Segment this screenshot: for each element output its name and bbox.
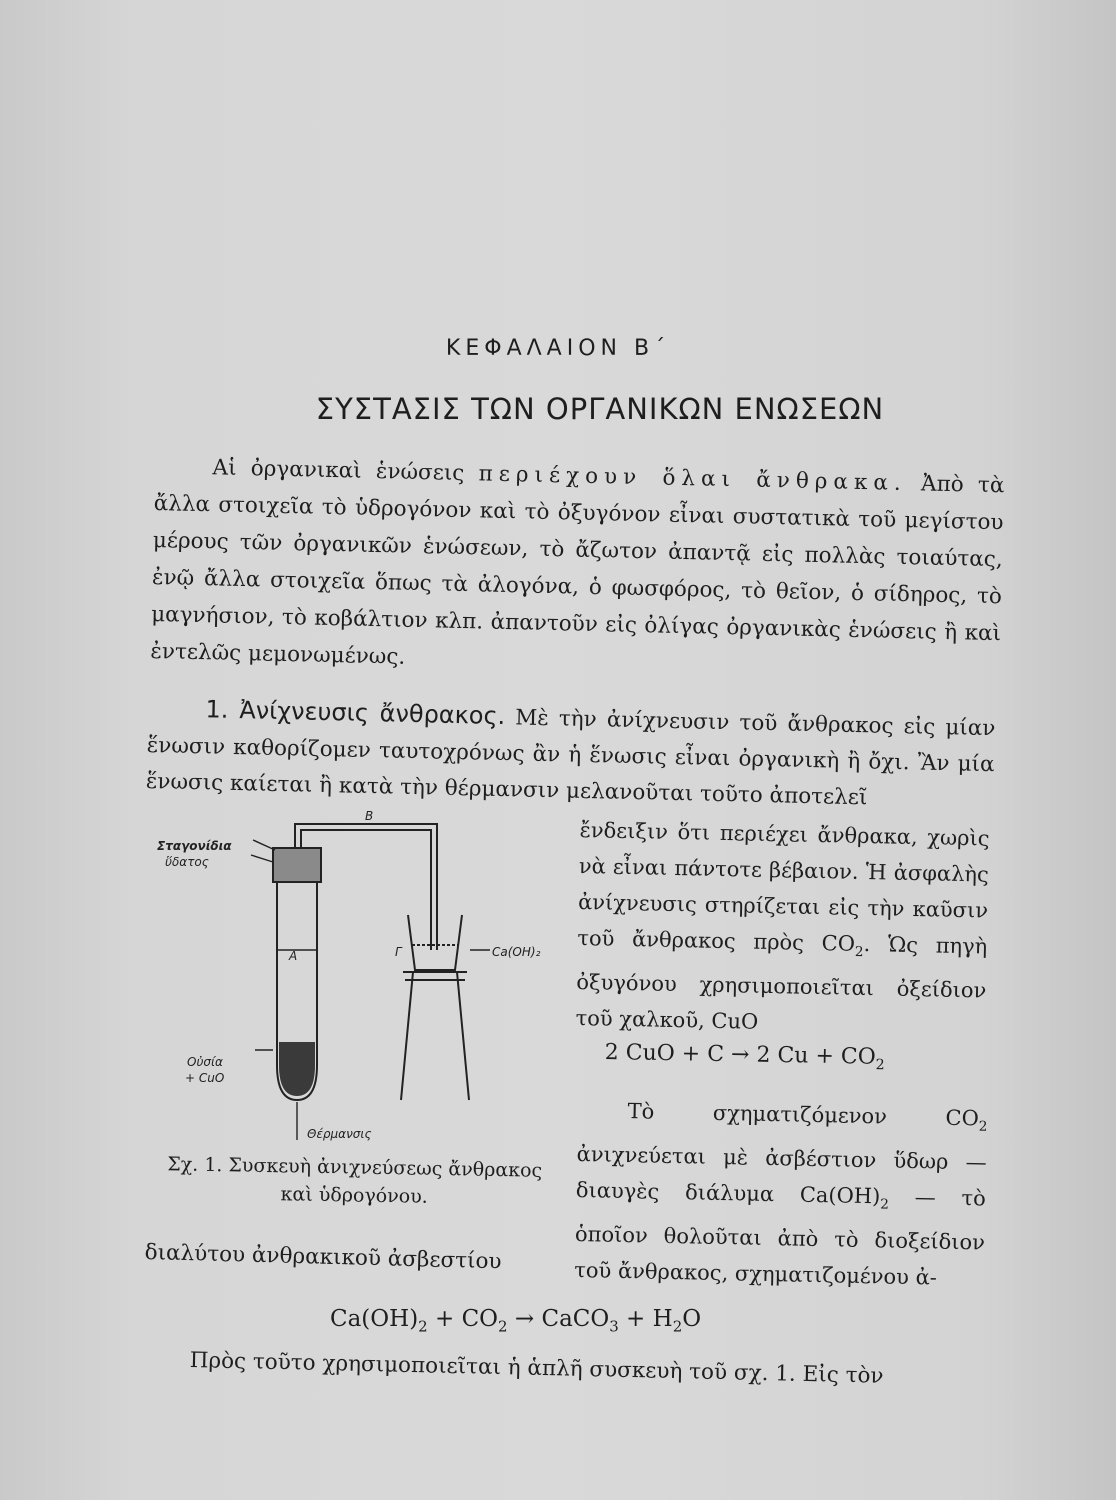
- substance-cuo: [279, 1042, 315, 1096]
- right-column-text-2: [574, 1092, 988, 1297]
- section-1-heading: 1. Ἀνίχνευσις ἄνθρακος.: [205, 695, 506, 731]
- label-g: Γ: [395, 945, 402, 959]
- beaker: [408, 915, 462, 970]
- section-1-text: Μὲ τὴν ἀνίχνευσιν τοῦ ἄνθρακος εἰς μίαν ἕνωσιν καθορίζομεν ταυτοχρόνως ἂν ἡ ἕνωσις εἶναι ὀργανικὴ ἢ ὄχι. Ἂν μία ἕνωσις καίεται ἢ κατὰ τὴν θέρμανσιν μελανοῦται τοῦτο ἀποτελεῖ: [145, 705, 996, 811]
- equation-caoh2: [330, 1306, 830, 1336]
- intro-paragraph: [150, 448, 1005, 689]
- caption-line-1: Σχ. 1. Συσκευὴ ἀνιχνεύσεως ἄνθρακος: [167, 1153, 543, 1182]
- caption-line-2: καὶ ὑδρογόνου.: [280, 1183, 428, 1208]
- eq2-plus1: + CO: [427, 1306, 499, 1332]
- eq2-d-sub: 2: [672, 1317, 683, 1336]
- eq2-a: Ca(OH): [330, 1306, 419, 1332]
- eq1-sub: 2: [875, 1057, 885, 1074]
- equation-cuo: [605, 1040, 985, 1075]
- eq1-left: 2 CuO + C: [604, 1040, 725, 1068]
- intro-emphasis: περιέχουν ὅλαι ἄνθρακα.: [478, 461, 908, 497]
- eq2-arrow: →: [507, 1306, 542, 1332]
- right2-sub-a: 2: [978, 1118, 988, 1135]
- eq2-plus2: + H: [618, 1306, 673, 1332]
- eq1-right: 2 Cu + CO: [756, 1042, 876, 1070]
- eq2-a-sub: 2: [418, 1317, 428, 1336]
- right-text-a: ἔνδειξιν ὅτι περιέχει ἄνθρακα, χωρὶς νὰ εἶναι πάντοτε βέβαιον. Ἡ ἀσφαλὴς ἀνίχνευσις στηρίζεται εἰς τὴν καῦσιν τοῦ ἄνθρακος πρὸς CO: [577, 817, 990, 956]
- stopper: [273, 848, 321, 882]
- label-substance: Οὐσία: [187, 1055, 223, 1069]
- eq2-c-sub: 3: [609, 1317, 619, 1336]
- eq2-b-sub: 2: [498, 1317, 508, 1336]
- label-b: B: [365, 810, 374, 823]
- right2-text-c: — τὸ ὁποῖον θολοῦται ἀπὸ τὸ διοξείδιον τοῦ ἄνθρακος, σχηματιζομένου ἀ-: [574, 1184, 987, 1290]
- apparatus-figure: [155, 810, 575, 1170]
- eq2-d: O: [682, 1306, 702, 1332]
- figure-caption: [154, 1150, 555, 1213]
- chapter-title: ΣΥΣΤΑΣΙΣ ΤΩΝ ΟΡΓΑΝΙΚΩΝ ΕΝΩΣΕΩΝ: [315, 392, 885, 426]
- right-column-text: [575, 812, 990, 1045]
- chapter-label: ΚΕΦΑΛΑΙΟΝ Β΄: [445, 336, 671, 361]
- label-caoh: Ca(OH)₂: [492, 945, 541, 959]
- label-drops: Σταγονίδια: [157, 839, 232, 853]
- continuation-line: διαλύτου ἀνθρακικοῦ ἀσβεστίου: [144, 1240, 502, 1275]
- intro-lead: Αἱ ὀργανικαὶ ἑνώσεις: [212, 455, 479, 487]
- right-text-b: . Ὡς πηγὴ ὀξυγόνου χρησιμοποιεῖται ὀξείδιον τοῦ χαλκοῦ, CuO: [575, 931, 988, 1034]
- intro-rest: Ἀπὸ τὰ ἄλλα στοιχεῖα τὸ ὑδρογόνον καὶ τὸ ὀξυγόνον εἶναι συστατικὰ τοῦ μεγίστου μέρους τῶν ὀργανικῶν ἑνώσεων, τὸ ἄζωτον ἀπαντᾷ εἰς πολλὰς τοιαύτας, ἐνῷ ἄλλα στοιχεῖα ὅπως τὰ ἀλογόνα, ὁ φωσφόρος, τὸ θεῖον, ὁ σίδηρος, τὸ μαγνήσιον, τὸ κοβάλτιον κλπ. ἀπαντοῦν εἰς ὀλίγας ὀργανικὰς ἑνώσεις ἢ καὶ ἐντελῶς μεμονωμένως.: [150, 471, 1005, 670]
- label-cuo: + CuO: [185, 1071, 225, 1085]
- right2-text-a: Τὸ σχηματιζόμενον CO: [627, 1099, 980, 1131]
- last-line: Πρὸς τοῦτο χρησιμοποιεῖται ἡ ἁπλῆ συσκευὴ τοῦ σχ. 1. Εἰς τὸν: [189, 1348, 884, 1389]
- right2-text-b: ἀνιχνεύεται μὲ ἀσβέστιον ὕδωρ — διαυγὲς διάλυμα Ca(OH): [575, 1142, 987, 1209]
- eq1-arrow: →: [730, 1042, 750, 1068]
- stand: [401, 972, 469, 1100]
- right2-sub-b: 2: [879, 1196, 890, 1213]
- label-heating: Θέρμανσις: [307, 1127, 372, 1141]
- section-1-paragraph: [146, 690, 996, 819]
- right-sub-2: 2: [854, 943, 864, 961]
- eq2-c: CaCO: [541, 1306, 610, 1332]
- label-water: ὕδατος: [165, 855, 209, 869]
- label-a: A: [289, 949, 298, 963]
